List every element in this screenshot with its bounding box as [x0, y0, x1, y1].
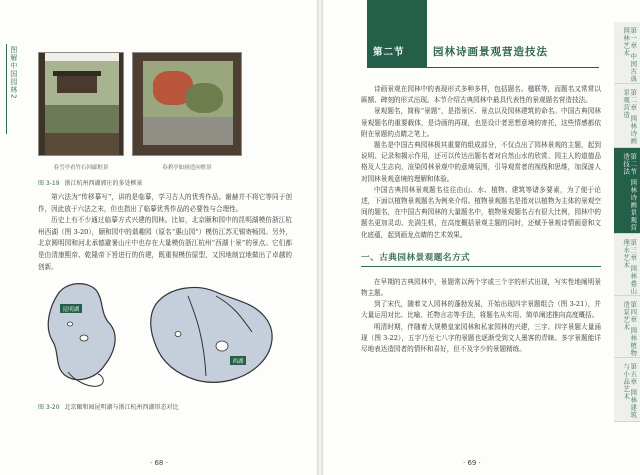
left-body-text: [38, 192, 292, 273]
figure-number: 图 3-20: [38, 404, 60, 411]
section-rule: [367, 67, 599, 68]
chapter-tab-label: 第一章 中国古典园林艺术: [622, 27, 638, 83]
paragraph: 在早期的古典园林中，景题常以两个字或三个字的形式出现，写实性地阐明景物主题。: [361, 277, 601, 298]
figure-number: 图 3-19: [38, 180, 60, 187]
paragraph: 景观题名，简称“景题”，是指景区、景点以及园林建筑的命名。中国古典园林景观题名的重要载体，是诗画的再现，也是设计者思想意境的寄托，这些情感都依附在景题的点睛之笔上。: [361, 107, 601, 138]
page-number: · 69 ·: [463, 459, 481, 467]
page-number: · 68 ·: [150, 459, 168, 467]
frame-view-photo-2: [132, 52, 242, 156]
chapter-tab-active[interactable]: [614, 148, 640, 234]
kunming-lake-label: 昆明湖: [62, 307, 80, 313]
paragraph: 题名是中国古典园林极其重要的组成部分，不仅点出了园林景观的主题，起到说明、记录和揭示作用，还可以传达出题名者对自然山水的欣赏、园主人的道德品格及人生志向，渲染园林景观中的意境氛围，引导观赏者的视线和思维，加深游人对园林景观意境的理解和体验。: [361, 141, 601, 183]
paragraph: 明清时期，伴随着大规模皇家园林和私家园林的兴建，三字、四字景题大量涌现（图 3-22），五字乃至七八字的景题也逐渐受到文人墨客的青睐。多字景题能详尽地表达造园者的情怀和喜好，但不及字少的景题精练。: [361, 322, 601, 354]
right-page: [323, 0, 640, 475]
running-head-text: 图解中国园林2: [9, 46, 18, 100]
photo-caption-2: 春碧亭如画造向框景: [162, 165, 212, 171]
chapter-tab-label: 第二章 园林诗画景观营造: [622, 89, 638, 145]
paragraph: 中国古典园林景观题名往往由山、水、植物、建筑等诸多要素，为了便于论述，下面以植物景观题名为例来介绍。植物景观题名是指对以植物为主体的景观空间的题名，在中国古典园林的大量题名中，植物景观题名占有很大比例，园林中的题名更加灵动、充满生机，在高度概括景观主题的同时，还赋予景观诗情画意和文化底蕴，起到画龙点睛的艺术效果。: [361, 185, 601, 239]
left-page: [0, 0, 317, 475]
subsection-heading: 一、古典园林景观题名方式: [361, 252, 471, 263]
paragraph: 到了宋代，随着文人园林的蓬勃发展，开始出现四字景题组合（图 3-21），并大量运用对比、比喻、托物言志等手法，将题名从实用、简单阐述推向高度概括。: [361, 300, 601, 320]
chapter-tab[interactable]: [614, 84, 640, 148]
heading-rule: [361, 266, 601, 267]
figure-caption-text: 浙江杭州西湖郭庄的多处框景: [64, 180, 143, 187]
west-lake-label: 西湖: [232, 359, 244, 365]
chapter-tab-label: 第四章 园林植物造景艺术: [622, 301, 638, 357]
chapter-tab[interactable]: [614, 296, 640, 358]
lake-comparison-map: [38, 276, 296, 396]
right-body-text: [361, 84, 601, 355]
chapter-tabs: [614, 22, 640, 422]
figure-caption-text: 北京颐和园昆明湖与浙江杭州西湖形态对比: [64, 404, 179, 411]
photo-caption-1: 春雪亭看竹石回廊框景: [53, 165, 109, 171]
chapter-tab[interactable]: [614, 234, 640, 296]
chapter-tab-label: 第五章 园林建筑与小品艺术: [622, 363, 638, 419]
chapter-tab-label: 第三章 园林叠山理水艺术: [622, 239, 638, 295]
paragraph: 诗画景观在园林中的表现形式多种多样，包括题名、楹联等，而题名又常常以匾额、碑刻的形式出现。本节介绍古典园林中最具代表性的景观题名营造技法。: [361, 85, 601, 105]
paragraph: 第六法为“传移摹写”，讲的是临摹，学习古人的优秀作品。谢赫并不将它等同于创作，因此放于六法之末，但也指出了临摹优秀作品的必要性与合理性。: [38, 193, 292, 213]
section-title: 园林诗画景观营造技法: [433, 46, 548, 58]
paragraph: 历史上有不少通过临摹方式兴建的园林。比如，北京颐和园中的昆明湖模仿浙江杭州西湖（图 3-20），颐和园中的谐趣园（原名“惠山园”）模仿江苏无锡寄畅园。另外，北京圆明园和河北承德避暑山庄中也存在大量模仿浙江杭州“西湖十景”的景点。它们都是由清康熙帝、乾隆帝下旨进行的仿建，既重视模仿原型，又因地制宜地做出了卓越的创新。: [38, 216, 292, 271]
chapter-tab[interactable]: [614, 358, 640, 422]
west-lake-shape: [151, 288, 272, 383]
chapter-tab[interactable]: [614, 22, 640, 84]
chapter-tab-label: 第二节 园林诗画景观营造技法: [622, 153, 638, 232]
kunming-lake-shape: [48, 284, 115, 387]
figure-caption-3-20: [38, 402, 178, 411]
running-head: [6, 44, 18, 134]
frame-view-photo-1: [38, 52, 124, 156]
section-label: 第二节: [373, 47, 405, 58]
figure-caption-3-19: [38, 178, 142, 187]
